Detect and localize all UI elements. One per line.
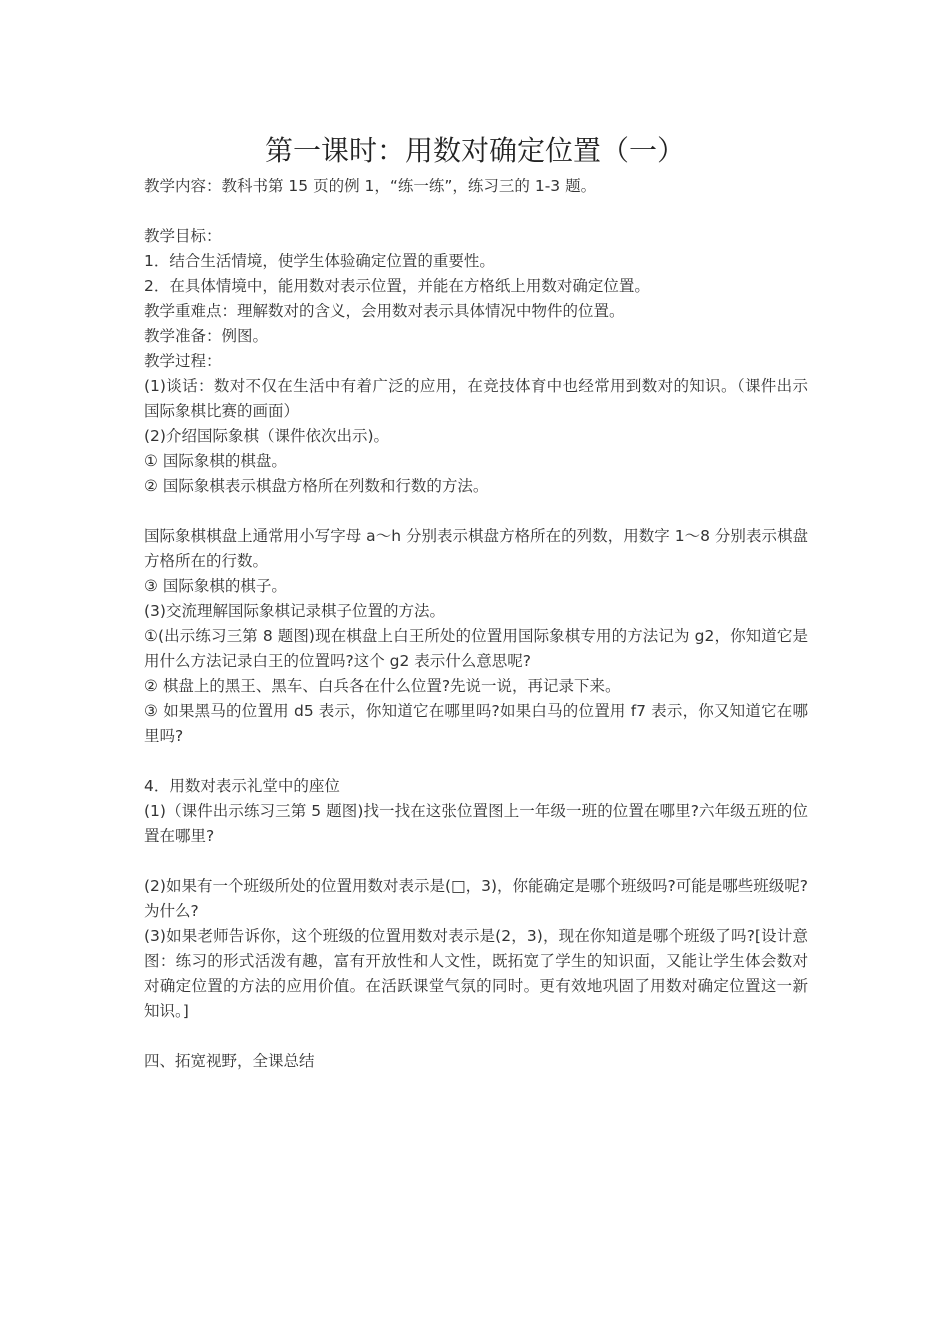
paragraph-step-2-item-2: ② 国际象棋表示棋盘方格所在列数和行数的方法。 bbox=[144, 477, 489, 495]
blank-line bbox=[144, 1024, 808, 1049]
paragraph-step-2: (2)介绍国际象棋（课件依次出示)。 bbox=[144, 427, 390, 445]
paragraph-section-4-item-3: (3)如果老师告诉你，这个班级的位置用数对表示是(2，3)，现在你知道是哪个班级了吗?[设计意图：练习的形式活泼有趣，富有开放性和人文性，既拓宽了学生的知识面，又能让学生体会数对对确定位置的方法的应用价值。在活跃课堂气氛的同时。更有效地巩固了用数对确定位置这一新知识。] bbox=[144, 927, 808, 1020]
paragraph-summary-heading: 四、拓宽视野，全课总结 bbox=[144, 1052, 315, 1070]
document-title: 第一课时：用数对确定位置（一） bbox=[264, 134, 685, 167]
blank-line bbox=[144, 499, 808, 524]
blank-line bbox=[144, 749, 808, 774]
paragraph-section-4: 4．用数对表示礼堂中的座位 bbox=[144, 777, 340, 795]
paragraph-step-2-item-1: ① 国际象棋的棋盘。 bbox=[144, 452, 287, 470]
document-body bbox=[144, 174, 808, 1074]
paragraph-content: 教学内容：教科书第 15 页的例 1，“练一练”，练习三的 1-3 题。 bbox=[144, 177, 597, 195]
paragraph-section-4-item-1: (1)（课件出示练习三第 5 题图)找一找在这张位置图上一年级一班的位置在哪里?六年级五班的位置在哪里? bbox=[144, 802, 808, 845]
paragraph-step-1: (1)谈话：数对不仅在生活中有着广泛的应用，在竞技体育中也经常用到数对的知识。（课件出示国际象棋比赛的画面） bbox=[144, 377, 808, 420]
paragraph-step-3-item-1: ①(出示练习三第 8 题图)现在棋盘上白王所处的位置用国际象棋专用的方法记为 g2，你知道它是用什么方法记录白王的位置吗?这个 g2 表示什么意思呢? bbox=[144, 627, 808, 670]
paragraph-objective-2: 2．在具体情境中，能用数对表示位置，并能在方格纸上用数对确定位置。 bbox=[144, 277, 650, 295]
blank-line bbox=[144, 199, 808, 224]
paragraph-preparation: 教学准备：例图。 bbox=[144, 327, 269, 345]
paragraph-key-points: 教学重难点：理解数对的含义，会用数对表示具体情况中物件的位置。 bbox=[144, 302, 625, 320]
paragraph-chessboard-notation: 国际象棋棋盘上通常用小写字母 a～h 分别表示棋盘方格所在的列数，用数字 1～8 分别表示棋盘方格所在的行数。 bbox=[144, 527, 808, 570]
paragraph-step-3-item-2: ② 棋盘上的黑王、黑车、白兵各在什么位置?先说一说，再记录下来。 bbox=[144, 677, 621, 695]
paragraph-objective-1: 1．结合生活情境，使学生体验确定位置的重要性。 bbox=[144, 252, 495, 270]
blank-line bbox=[144, 849, 808, 874]
paragraph-process-heading: 教学过程： bbox=[144, 352, 222, 370]
paragraph-section-4-item-2: (2)如果有一个班级所处的位置用数对表示是(□，3)，你能确定是哪个班级吗?可能是哪些班级呢?为什么? bbox=[144, 877, 809, 920]
paragraph-step-2-item-3: ③ 国际象棋的棋子。 bbox=[144, 577, 287, 595]
paragraph-step-3-item-3: ③ 如果黑马的位置用 d5 表示，你知道它在哪里吗?如果白马的位置用 f7 表示，你又知道它在哪里吗? bbox=[144, 702, 808, 745]
paragraph-objectives-heading: 教学目标： bbox=[144, 227, 222, 245]
paragraph-step-3: (3)交流理解国际象棋记录棋子位置的方法。 bbox=[144, 602, 445, 620]
